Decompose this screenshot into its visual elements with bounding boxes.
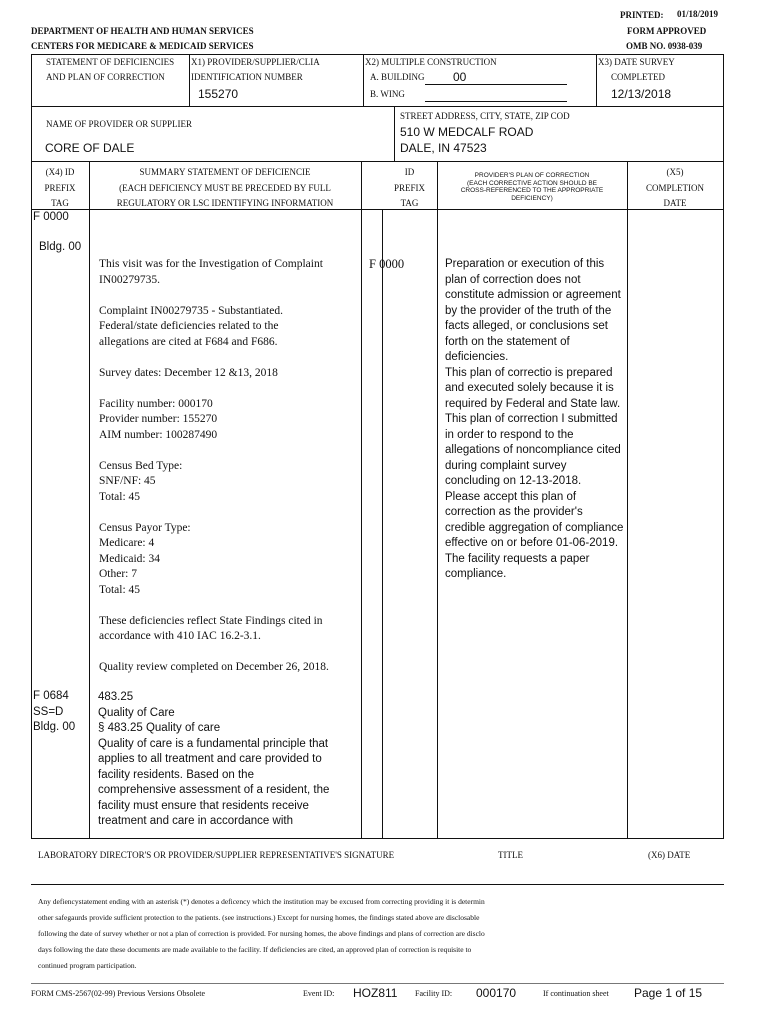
provider-id-value: 155270 [198, 87, 239, 101]
statement-label-line2: AND PLAN OF CORRECTION [46, 72, 165, 82]
event-id-label: Event ID: [303, 989, 335, 998]
address-line2: DALE, IN 47523 [400, 141, 487, 155]
provider-name-label: NAME OF PROVIDER OR SUPPLIER [46, 119, 193, 129]
form-bottom-border [31, 838, 724, 839]
footer-line [31, 983, 724, 984]
form-top-border [31, 54, 724, 55]
x3-label-line1: X3) DATE SURVEY [598, 57, 675, 67]
wing-label: B. WING [370, 89, 405, 99]
summary-paragraph: This visit was for the Investigation of Complaint IN00279735. [99, 258, 323, 286]
id-prefix-header: ID PREFIX TAG [393, 167, 425, 208]
continuation-label: If continuation sheet [543, 989, 609, 998]
building-value: 00 [453, 70, 467, 84]
x5-completion-header: (X5) COMPLETION DATE [646, 167, 704, 208]
x3-label-line2: COMPLETED [611, 72, 665, 82]
summary-paragraph: Quality review completed on December 26, 2018. [99, 661, 329, 673]
summary-header: SUMMARY STATEMENT OF DEFICIENCIE (EACH DEFICIENCY MUST BE PRECEDED BY FULL REGULATORY OR LSC IDENTIFYING INFORMATION [116, 167, 334, 208]
event-id-value: HOZ811 [353, 986, 398, 1000]
signature-bottom-line [31, 884, 724, 885]
col-divider-2b [382, 209, 383, 838]
disclaimer-text: Any defiencystatement ending with an asterisk (*) denotes a deficency which the institution may be excused from correcting providing it is determin other safegaurds provide sufficient protection to the patients. (see instructions.) Except for nursing homes, the findings stated above are disclosable following the date of survey whether or not a plan of correction is provided. For nursing homes, the above findings and plans of correction are disclo days following the date these documents are made available to the facility. If deficiencies are cited, an approved plan of correction is requisite to continued program participation. [38, 897, 485, 970]
building-label: A. BUILDING [370, 72, 425, 82]
wing-underline [425, 101, 567, 102]
provider-name-value: CORE OF DALE [45, 141, 135, 155]
summary-paragraph: Survey dates: December 12 &13, 2018 [99, 366, 278, 379]
tag-f0000: F 0000 [33, 211, 69, 223]
id-prefix-tag: F 0000 [369, 257, 405, 271]
summary-paragraph: Census Bed Type: SNF/NF: 45 Total: 45 [99, 459, 183, 503]
address-line1: 510 W MEDCALF ROAD [400, 125, 534, 139]
centers-title: CENTERS FOR MEDICARE & MEDICAID SERVICES [31, 41, 254, 51]
tag-bldg-00: Bldg. 00 [39, 241, 82, 253]
plan-of-correction-text: Preparation or execution of this plan of correction does not constitute admission or agreement by the provider of the truth of the facts alleged, or conclusions set forth on the statement of deficiencies. This plan of correctio is prepared and executed solely because it is required by Federal and State law. This plan of correction I submitted in order to respond to the allegations of noncompliance cited during complaint survey concluding on 12-13-2018. Please accept this plan of correction as the provider's credible aggregation of compliance effective on or before 01-06-2019. The facility requests a paper compliance. [445, 258, 624, 580]
summary-paragraph: These deficiencies reflect State Findings cited in accordance with 410 IAC 16.2-3.1. [99, 614, 323, 642]
x1-label-line1: X1) PROVIDER/SUPPLIER/CLIA [191, 57, 320, 67]
facility-id-value: 000170 [476, 986, 517, 1000]
printed-label: PRINTED: [620, 10, 664, 20]
f0684-text: 483.25 Quality of Care § 483.25 Quality of care Quality of care is a fundamental principle that applies to all treatment and care provided to facility residents. Based on the comprehensive assessment of a resident, the facility must ensure that residents receive treatment and care in accordance with [98, 691, 330, 827]
plan-of-correction-header: PROVIDER'S PLAN OF CORRECTION (EACH CORRECTIVE ACTION SHOULD BE CROSS-REFERENCED TO THE APPROPRIATE DEFICIENCY) [460, 172, 604, 202]
director-signature-label: LABORATORY DIRECTOR'S OR PROVIDER/SUPPLIER REPRESENTATIVE'S SIGNATURE [38, 850, 395, 860]
page-number: Page 1 of 15 [634, 986, 703, 1000]
title-label: TITLE [498, 850, 523, 860]
omb-number: OMB NO. 0938-039 [626, 41, 703, 51]
address-label: STREET ADDRESS, CITY, STATE, ZIP COD [400, 111, 570, 121]
col-divider-4 [627, 161, 628, 838]
x4-id-header: (X4) ID PREFIX TAG [44, 167, 76, 208]
col-divider-2 [361, 161, 362, 838]
form-right-border [723, 54, 724, 839]
facility-id-label: Facility ID: [415, 989, 453, 998]
tag-f0684: F 0684 SS=D Bldg. 00 [33, 690, 76, 733]
x1-label-line2: IDENTIFICATION NUMBER [191, 72, 303, 82]
statement-label-line1: STATEMENT OF DEFICIENCIES [46, 57, 175, 67]
form-approved: FORM APPROVED [627, 26, 707, 36]
x6-date-label: (X6) DATE [648, 850, 691, 860]
x2-label: X2) MULTIPLE CONSTRUCTION [365, 57, 497, 67]
summary-paragraph: Complaint IN00279735 - Substantiated. Federal/state deficiencies related to the allegations are cited at F684 and F686. [99, 304, 283, 348]
summary-paragraph: Census Payor Type: Medicare: 4 Medicaid: 34 Other: 7 Total: 45 [99, 521, 191, 596]
form-number: FORM CMS-2567(02-99) Previous Versions Obsolete [31, 989, 206, 998]
printed-date: 01/18/2019 [677, 9, 719, 19]
survey-date-value: 12/13/2018 [611, 87, 672, 101]
summary-text [99, 257, 357, 691]
department-title: DEPARTMENT OF HEALTH AND HUMAN SERVICES [31, 26, 254, 36]
col-divider-3 [437, 161, 438, 838]
summary-paragraph: Facility number: 000170 Provider number: 155270 AIM number: 100287490 [99, 397, 218, 441]
col-divider-1 [89, 161, 90, 838]
building-underline [425, 84, 567, 85]
